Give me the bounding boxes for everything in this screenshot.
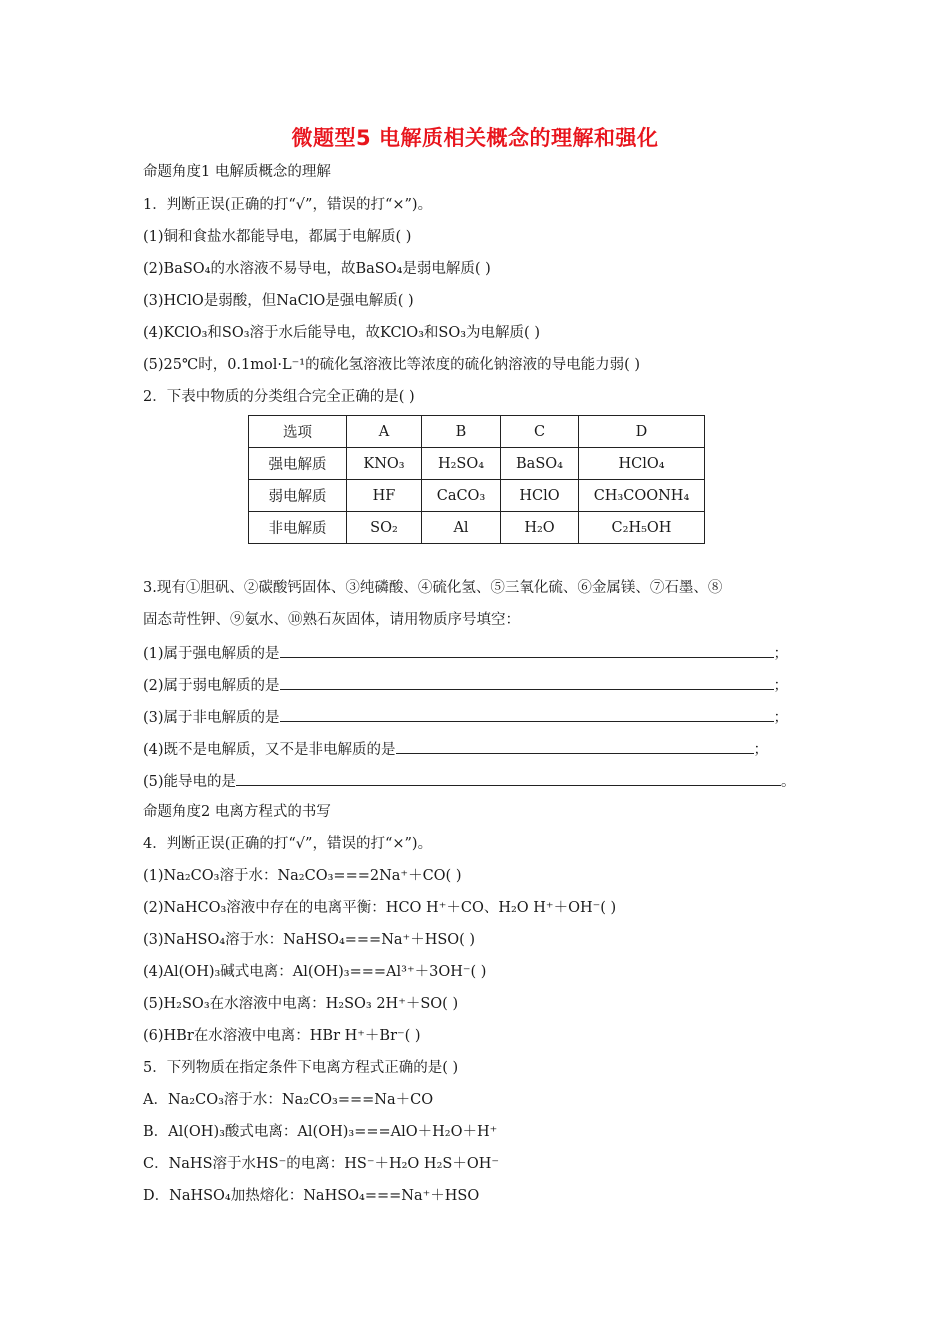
table-header-cell: A xyxy=(347,416,422,448)
blank-label: (3)属于非电解质的是 xyxy=(143,710,280,726)
classification-table xyxy=(248,415,705,544)
table-row xyxy=(249,448,705,480)
q3-blank-4 xyxy=(143,738,768,760)
q1-item-1: (1)铜和食盐水都能导电，都属于电解质( ) xyxy=(143,229,412,245)
table-row xyxy=(249,480,705,512)
blank-end: ； xyxy=(773,678,789,694)
q5-option-d: D．NaHSO₄加热熔化：NaHSO₄===Na⁺＋HSO xyxy=(143,1188,480,1204)
q1-stem: 1．判断正误(正确的打“√”，错误的打“×”)。 xyxy=(143,197,433,213)
q3-stem-line-2: 固态苛性钾、⑨氨水、⑩熟石灰固体，请用物质序号填空： xyxy=(143,612,520,628)
q5-option-b: B．Al(OH)₃酸式电离：Al(OH)₃===AlO＋H₂O＋H⁺ xyxy=(143,1124,498,1140)
table-cell: KNO₃ xyxy=(347,448,422,480)
table-header-cell: B xyxy=(422,416,501,448)
q4-item-6: (6)HBr在水溶液中电离：HBr H⁺＋Br⁻( ) xyxy=(143,1028,421,1044)
blank-end: ； xyxy=(753,742,769,758)
table-cell: 非电解质 xyxy=(249,512,347,544)
blank-end: 。 xyxy=(781,774,796,790)
q4-item-3: (3)NaHSO₄溶于水：NaHSO₄===Na⁺＋HSO( ) xyxy=(143,932,476,948)
q4-item-2: (2)NaHCO₃溶液中存在的电离平衡：HCO H⁺＋CO、H₂O H⁺＋OH⁻( ) xyxy=(143,900,617,916)
blank-label: (1)属于强电解质的是 xyxy=(143,646,280,662)
q3-blank-5 xyxy=(143,770,796,792)
q1-item-5: (5)25℃时，0.1mol·L⁻¹的硫化氢溶液比等浓度的硫化钠溶液的导电能力弱( ) xyxy=(143,357,641,373)
q1-item-2: (2)BaSO₄的水溶液不易导电，故BaSO₄是弱电解质( ) xyxy=(143,261,491,277)
answer-line[interactable] xyxy=(280,674,774,690)
q4-item-4: (4)Al(OH)₃碱式电离：Al(OH)₃===Al³⁺＋3OH⁻( ) xyxy=(143,964,487,980)
q1-item-3: (3)HClO是弱酸，但NaClO是强电解质( ) xyxy=(143,293,414,309)
blank-end: ； xyxy=(773,646,789,662)
table-header-cell: 选项 xyxy=(249,416,347,448)
answer-line[interactable] xyxy=(280,706,774,722)
q2-stem: 2．下表中物质的分类组合完全正确的是( ) xyxy=(143,389,415,405)
q3-blank-3 xyxy=(143,706,788,728)
blank-label: (2)属于弱电解质的是 xyxy=(143,678,280,694)
q5-option-c: C．NaHS溶于水HS⁻的电离：HS⁻＋H₂O H₂S＋OH⁻ xyxy=(143,1156,499,1172)
blank-end: ； xyxy=(773,710,789,726)
table-cell: H₂O xyxy=(501,512,579,544)
table-cell: Al xyxy=(422,512,501,544)
section-heading-1: 命题角度1 电解质概念的理解 xyxy=(143,164,331,180)
table-cell: HClO xyxy=(501,480,579,512)
q5-option-a: A．Na₂CO₃溶于水：Na₂CO₃===Na＋CO xyxy=(143,1092,434,1108)
table-cell: 强电解质 xyxy=(249,448,347,480)
table-header-row xyxy=(249,416,705,448)
table-header-cell: C xyxy=(501,416,579,448)
blank-label: (5)能导电的是 xyxy=(143,774,237,790)
q3-stem-line-1: 3.现有①胆矾、②碳酸钙固体、③纯磷酸、④硫化氢、⑤三氧化硫、⑥金属镁、⑦石墨、⑧ xyxy=(143,580,723,596)
page-title: 微题型5 电解质相关概念的理解和强化 xyxy=(291,126,659,150)
q4-item-5: (5)H₂SO₃在水溶液中电离：H₂SO₃ 2H⁺＋SO( ) xyxy=(143,996,459,1012)
q3-blank-2 xyxy=(143,674,788,696)
answer-line[interactable] xyxy=(280,642,774,658)
q5-stem: 5．下列物质在指定条件下电离方程式正确的是( ) xyxy=(143,1060,459,1076)
answer-line[interactable] xyxy=(236,770,781,786)
table-cell: HClO₄ xyxy=(579,448,705,480)
table-cell: CH₃COONH₄ xyxy=(579,480,705,512)
q1-item-4: (4)KClO₃和SO₃溶于水后能导电，故KClO₃和SO₃为电解质( ) xyxy=(143,325,540,341)
table-cell: CaCO₃ xyxy=(422,480,501,512)
table-cell: BaSO₄ xyxy=(501,448,579,480)
section-heading-2: 命题角度2 电离方程式的书写 xyxy=(143,804,331,820)
table-cell: SO₂ xyxy=(347,512,422,544)
table-row xyxy=(249,512,705,544)
table-cell: HF xyxy=(347,480,422,512)
table-header-cell: D xyxy=(579,416,705,448)
answer-line[interactable] xyxy=(396,738,754,754)
q3-blank-1 xyxy=(143,642,788,664)
blank-label: (4)既不是电解质，又不是非电解质的是 xyxy=(143,742,396,758)
table-cell: C₂H₅OH xyxy=(579,512,705,544)
table-cell: 弱电解质 xyxy=(249,480,347,512)
q4-stem: 4．判断正误(正确的打“√”，错误的打“×”)。 xyxy=(143,836,433,852)
q4-item-1: (1)Na₂CO₃溶于水：Na₂CO₃===2Na⁺＋CO( ) xyxy=(143,868,462,884)
table-cell: H₂SO₄ xyxy=(422,448,501,480)
